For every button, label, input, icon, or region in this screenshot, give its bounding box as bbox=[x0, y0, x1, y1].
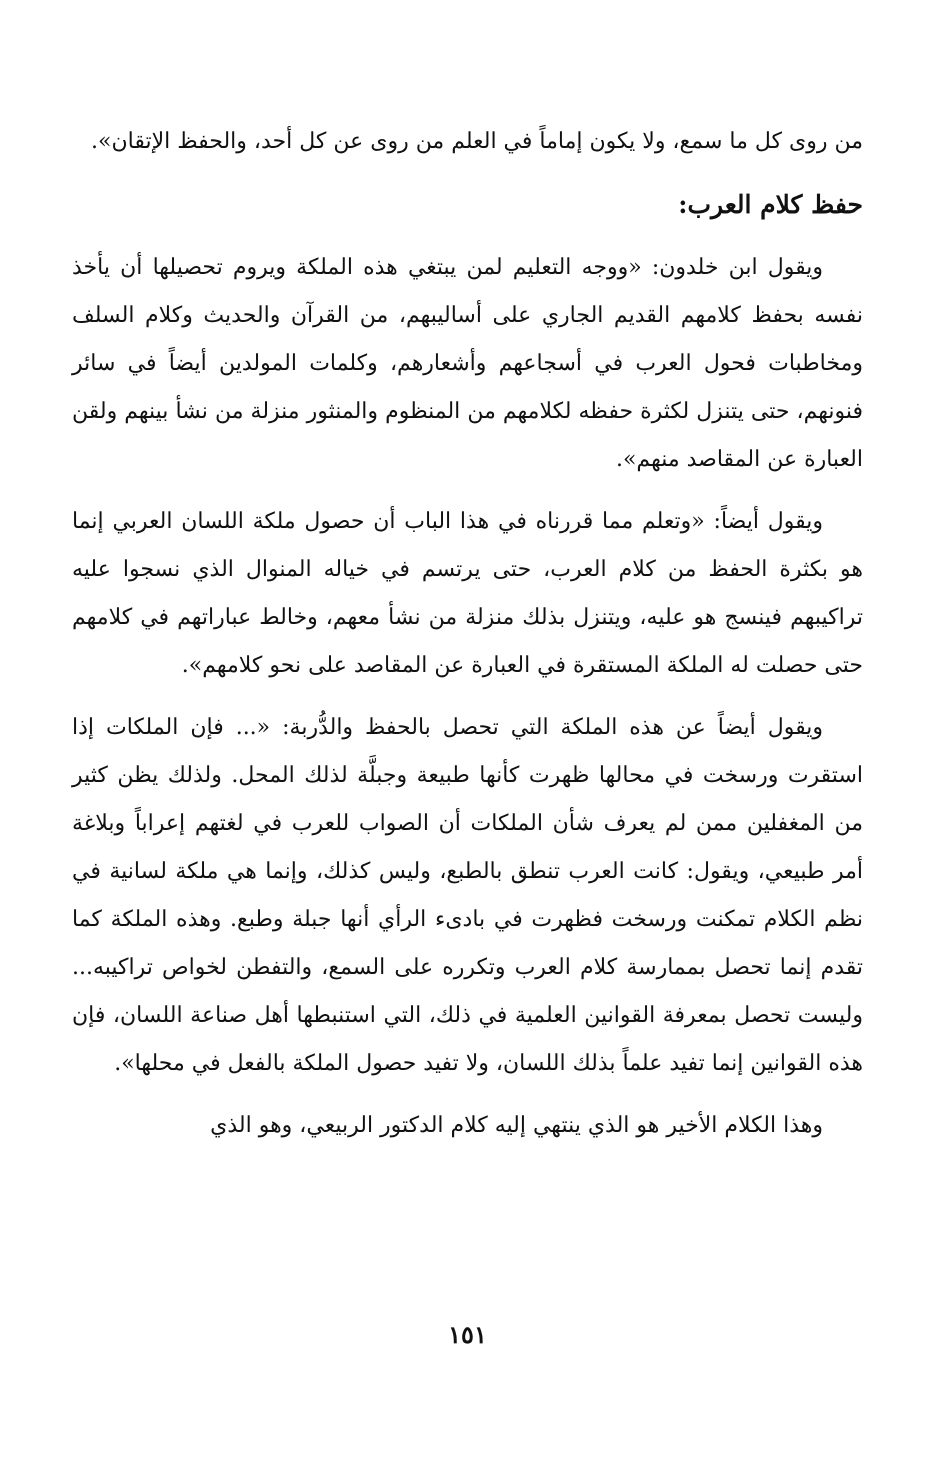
paragraph-closing: وهذا الكلام الأخير هو الذي ينتهي إليه كلام الدكتور الربيعي، وهو الذي bbox=[210, 1113, 823, 1138]
paragraph-ibn-khaldun-1: ويقول ابن خلدون: «ووجه التعليم لمن يبتغي هذه الملكة ويروم تحصيلها أن يأخذ نفسه بحفظ كلامهم القديم الجاري على أساليبهم، من القرآن والحديث وكلام السلف ومخاطبات فحول العرب في أسجاعهم وأشعارهم، وكلمات المولدين أيضاً في سائر فنونهم، حتى يتنزل لكثرة حفظه لكلامهم من المنظوم والمنثور منزلة من نشأ بينهم ولقن العبارة عن المقاصد منهم». bbox=[72, 255, 863, 472]
spacer bbox=[72, 690, 863, 704]
page-body bbox=[72, 118, 863, 1150]
spacer bbox=[72, 166, 863, 180]
paragraph-ibn-khaldun-2: ويقول أيضاً: «وتعلم مما قررناه في هذا الباب أن حصول ملكة اللسان العربي إنما هو بكثرة الحفظ من كلام العرب، حتى يرتسم في خياله المنوال الذي نسجوا عليه تراكيبهم فينسج هو عليه، ويتنزل بذلك منزلة من نشأ معهم، وخالط عباراتهم في كلامهم حتى حصلت له الملكة المستقرة في العبارة عن المقاصد على نحو كلامهم». bbox=[72, 509, 863, 678]
section-heading: حفظ كلام العرب: bbox=[678, 190, 863, 219]
opening-paragraph: من روى كل ما سمع، ولا يكون إماماً في العلم من روى عن كل أحد، والحفظ الإتقان». bbox=[91, 129, 863, 154]
spacer bbox=[72, 1088, 863, 1102]
spacer bbox=[72, 484, 863, 498]
spacer bbox=[72, 230, 863, 244]
paragraph-ibn-khaldun-3: ويقول أيضاً عن هذه الملكة التي تحصل بالحفظ والدُّربة: «... فإن الملكات إذا استقرت ورسخت في محالها ظهرت كأنها طبيعة وجبلَّة لذلك المحل. ولذلك يظن كثير من المغفلين ممن لم يعرف شأن الملكات أن الصواب للعرب في لغتهم إعراباً وبلاغة أمر طبيعي، ويقول: كانت العرب تنطق بالطبع، وليس كذلك، وإنما هي ملكة لسانية في نظم الكلام تمكنت ورسخت فظهرت في بادىء الرأي أنها جبلة وطبع. وهذه الملكة كما تقدم إنما تحصل بممارسة كلام العرب وتكرره على السمع، والتفطن لخواص تراكيبه... وليست تحصل بمعرفة القوانين العلمية في ذلك، التي استنبطها أهل صناعة اللسان، فإن هذه القوانين إنما تفيد علماً بذلك اللسان، ولا تفيد حصول الملكة بالفعل في محلها». bbox=[72, 715, 863, 1076]
page-number: ١٥١ bbox=[448, 1320, 487, 1349]
